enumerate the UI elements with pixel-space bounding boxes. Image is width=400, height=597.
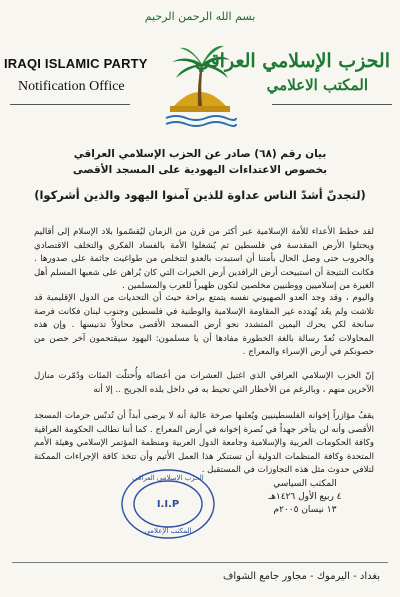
header-arabic: [194, 50, 390, 94]
paragraph-1: لقد خطط الأعداء للأمة الإسلامية عبر أكثر من قرن من الزمان ليُقسّموا بلاد الإسلام إلى أقاليم ويحتلوا الأرض المقدسة في فلسطين ثم يُشغلوا الأمة بالفساد الفكري والتخلف الاقتصادي والحروب حتى وصل الحال بأمتنا أن استبدت بالعدو لتتخلص من طواغيت جاثمة على صدورها . فكانت النتيجة أن استبيحت أرض الرافدين أرض الخيرات التي كان يُراهن على شعبها المسلم أهل الغيرة من إسلاميين ووطنيين مخلصين لتكون ظهيراً للعرب والمسلمين .: [34, 227, 374, 291]
basmala: بسم الله الرحمن الرحيم: [144, 10, 256, 23]
quran-verse-slogan: (لتجدنّ أشدّ الناس عداوة للذين آمنوا اليهود والذين أشركوا): [34, 188, 366, 202]
statement-title-line2: بخصوص الاعتداءات اليهودية على المسجد الأقصى: [72, 164, 328, 176]
signature-office: المكتب السياسي: [273, 479, 337, 489]
gregorian-date: ١٣ نيسان ٢٠٠٥م: [273, 505, 337, 515]
party-name-en: IRAQI ISLAMIC PARTY: [4, 56, 148, 71]
hijri-date: ٤ ربيع الأول ١٤٢٦هـ: [268, 492, 342, 502]
stamp-initials: I.I.P: [156, 499, 180, 510]
header-divider-left: [10, 104, 130, 105]
statement-title: [40, 146, 360, 178]
footer-divider: [12, 562, 388, 563]
office-name-ar: المكتب الاعلامي: [266, 76, 368, 94]
header-divider-right: [272, 104, 392, 105]
header-english: [4, 56, 154, 95]
office-name-en: Notification Office: [18, 79, 125, 94]
statement-title-line1: بيان رقم (٦٨) صادر عن الحزب الإسلامي العراقي: [73, 148, 327, 160]
stamp-office-name: المكتب الإعلامي: [144, 527, 192, 535]
office-stamp: [118, 466, 218, 542]
paragraph-3: إنّ الحزب الإسلامي العراقي الذي اغتيل العشرات من أعضائه وأُحتلّت المئات ودُمّرت منازل الآخرين منهم ، وبالرغم من الأخطار التي تحيط به في داخل بلده الجريح .. إلا أنه: [34, 371, 374, 395]
footer-address: بغداد - اليرموك - مجاور جامع الشواف: [223, 571, 380, 582]
party-name-ar: الحزب الإسلامي العراقي: [194, 50, 390, 72]
stamp-party-name: الحزب الإسلامي العراقي: [132, 474, 204, 482]
signature-block: [250, 478, 360, 517]
paragraph-4: يقفُ مؤازراً إخوانه الفلسطينيين ويُعلنها صرخة عالية أنه لا يرضى أبداً أن تُدنّس حرمات المسجد الأقصى وأنه لن يتأخر جهداً في نُصرة إخوانه في أرض المعراج . كما أننا نطالب الحكومة العراقية وكافة الحكومات العربية والإسلامية وجامعة الدول العربية ومنظمة المؤتمر الإسلامي وهيئة الأمم المتحدة وكافة المنظمات الدولية أن تستنكر هذا العمل الأثيم وأن تتخذ كافة الإجراءات الممكنة لتلافي حدوث مثل هذه التجاوزات في المستقبل .: [34, 411, 374, 475]
paragraph-2: واليوم ، وقد وجد العدو الصهيوني نفسه يتمتع براحة حيث أن التحديات من الدول الإقليمية قد تلاشت ولم يعُد يُهدده غير المقاومة الإسلامية والوطنية في فلسطين وجنوب لبنان فكانت فرصة سانحة لكي يحرك اليمين المتشدد نحو أرض المسجد الأقصى محاولاً تدنيسها . وإن هذه المحاولات تُعدّ رسالة بالغة الخطورة مفادها أن يا مسلمون: اليهود سيقتحمون آخر حصن من حصونكم في أرض الإسراء والمعراج .: [34, 293, 374, 357]
